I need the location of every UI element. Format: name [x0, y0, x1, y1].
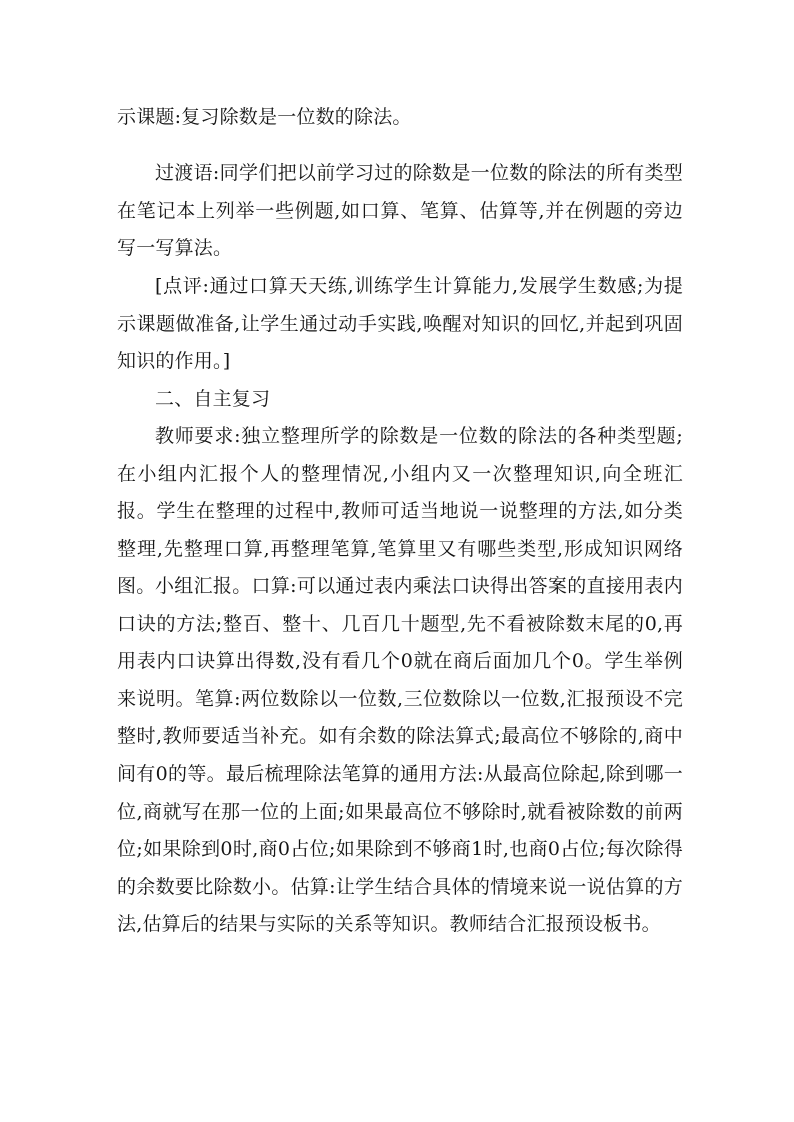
- paragraph-topic: 示课题:复习除数是一位数的除法。: [117, 106, 412, 128]
- paragraph-teacher-requirements: 教师要求:独立整理所学的除数是一位数的除法的各种类型题;在小组内汇报个人的整理情况,小组内又一次整理知识,向全班汇报。学生在整理的过程中,教师可适当地说一说整理的方法,如分类整理,先整理口算,再整理笔算,笔算里又有哪些类型,形成知识网络图。: [117, 425, 683, 598]
- section-heading: 二、自主复习: [155, 388, 271, 410]
- paragraph-comment: [点评:通过口算天天练,训练学生计算能力,发展学生数感;为提示课题做准备,让学生通过动手实践,唤醒对知识的回忆,并起到巩固知识的作用。]: [117, 275, 683, 373]
- paragraph-group-report: 小组汇报。口算:可以通过表内乘法口诀得出答案的直接用表内口诀的方法;整百、整十、几百几十题型,先不看被除数末尾的0,再用表内口诀算出得数,没有看几个0就在商后面加几个0。学生举例来说明。笔算:两位数除以一位数,三位数除以一位数,汇报预设不完整时,教师要适当补充。如有余数的除法算式;最高位不够除的,商中间有0的等。最后梳理除法笔算的通用方法:从最高位除起,除到哪一位,商就写在那一位的上面;如果最高位不够除时,就看被除数的前两位;如果除到0时,商0占位;如果除到不够商1时,也商0占位;每次除得的余数要比除数小。估算:让学生结合具体的情境来说一说估算的方法,估算后的结果与实际的关系等知识。教师结合汇报预设板书。: [117, 575, 683, 936]
- paragraph-transition: 过渡语:同学们把以前学习过的除数是一位数的除法的所有类型在笔记本上列举一些例题,如口算、笔算、估算等,并在例题的旁边写一写算法。: [117, 162, 683, 260]
